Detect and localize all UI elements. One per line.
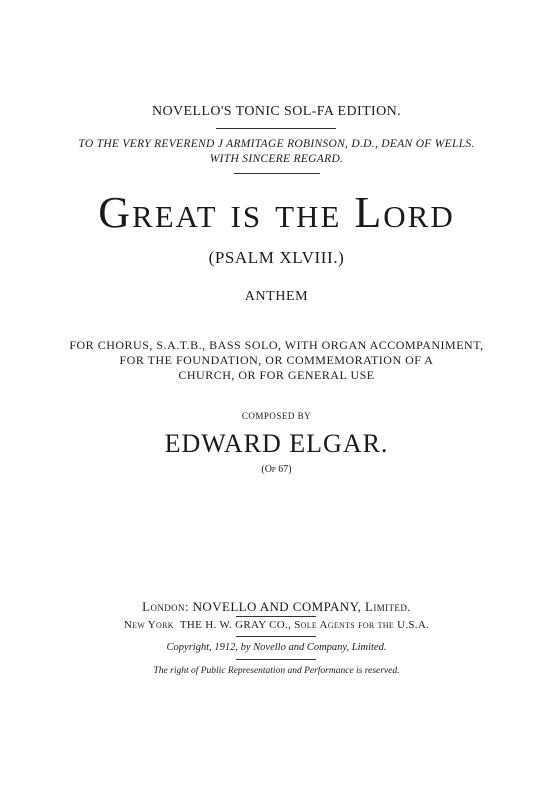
agents-role: Sole Agents for the U.S.A.	[294, 619, 430, 631]
agents-line	[0, 619, 553, 631]
composed-by-label: COMPOSED BY	[241, 411, 312, 421]
copyright-notice: Copyright, 1912, by Novello and Company, Limited.	[166, 642, 387, 653]
description-line-1: FOR CHORUS, S.A.T.B., BASS SOLO, WITH ORGAN ACCOMPANIMENT,	[69, 338, 484, 352]
work-title: Great is the Lord	[98, 188, 455, 237]
colon-separator: :	[184, 599, 193, 614]
agents-name: THE H. W. GRAY CO.,	[179, 619, 292, 631]
publisher-suffix: Limited.	[365, 599, 411, 614]
opus-number: (Op 67)	[261, 464, 292, 475]
description-line-2: FOR THE FOUNDATION, OR COMMEMORATION OF A	[119, 353, 434, 367]
publisher-name: NOVELLO AND COMPANY,	[192, 599, 362, 614]
publisher-line	[0, 599, 553, 615]
work-subtitle: (PSALM XLVIII.)	[208, 248, 345, 267]
divider-rule	[234, 173, 320, 174]
dedication-line-1: TO THE VERY REVEREND J ARMITAGE ROBINSON, D.D., DEAN OF WELLS.	[78, 138, 475, 150]
divider-rule	[216, 128, 336, 129]
divider-rule	[236, 616, 316, 617]
rights-notice: The right of Public Representation and Performance is reserved.	[153, 666, 400, 676]
agents-city: New York	[123, 619, 174, 631]
composer-name: EDWARD ELGAR.	[164, 429, 389, 458]
publisher-city: London	[142, 599, 185, 614]
divider-rule	[236, 659, 316, 660]
edition-heading: NOVELLO'S TONIC SOL-FA EDITION.	[151, 104, 402, 119]
divider-rule	[236, 636, 316, 637]
genre-label: ANTHEM	[244, 289, 309, 304]
description-line-3: CHURCH, OR FOR GENERAL USE	[178, 368, 375, 382]
dedication-line-2: WITH SINCERE REGARD.	[209, 153, 344, 165]
